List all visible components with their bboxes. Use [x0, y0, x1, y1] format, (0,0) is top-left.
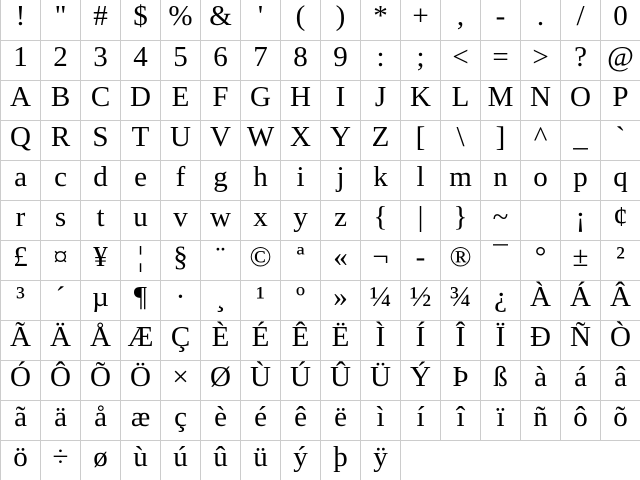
glyph-cell[interactable]: ú	[161, 440, 201, 480]
glyph-cell[interactable]: ä	[41, 400, 81, 440]
glyph-cell[interactable]: Û	[321, 360, 361, 400]
glyph-cell[interactable]: }	[441, 200, 481, 240]
glyph-cell[interactable]: 8	[281, 40, 321, 80]
glyph-cell[interactable]: B	[41, 80, 81, 120]
glyph-cell[interactable]: é	[241, 400, 281, 440]
glyph-cell[interactable]: 2	[41, 40, 81, 80]
glyph-cell[interactable]: s	[41, 200, 81, 240]
glyph-cell[interactable]: =	[481, 40, 521, 80]
glyph-cell[interactable]: >	[521, 40, 561, 80]
glyph-cell[interactable]: ¼	[361, 280, 401, 320]
glyph-cell[interactable]: Ö	[121, 360, 161, 400]
glyph-cell[interactable]: µ	[81, 280, 121, 320]
glyph-cell[interactable]: þ	[321, 440, 361, 480]
glyph-cell[interactable]: À	[521, 280, 561, 320]
glyph-cell[interactable]: ¸	[201, 280, 241, 320]
grid-row	[1, 240, 640, 280]
glyph-cell[interactable]: ì	[361, 400, 401, 440]
glyph-cell[interactable]: ñ	[521, 400, 561, 440]
glyph-cell[interactable]: §	[161, 240, 201, 280]
glyph-cell[interactable]: j	[321, 160, 361, 200]
glyph-cell[interactable]: ¬	[361, 240, 401, 280]
glyph-cell[interactable]: G	[241, 80, 281, 120]
empty-glyph-cell[interactable]	[521, 200, 561, 240]
glyph-cell[interactable]: [	[401, 120, 441, 160]
glyph-cell[interactable]: )	[321, 0, 361, 40]
glyph-cell[interactable]: É	[241, 320, 281, 360]
glyph-cell[interactable]: &	[201, 0, 241, 40]
glyph-cell[interactable]: ß	[481, 360, 521, 400]
glyph-cell[interactable]: Ç	[161, 320, 201, 360]
glyph-cell[interactable]: 0	[601, 0, 640, 40]
glyph-cell[interactable]: 6	[201, 40, 241, 80]
glyph-cell[interactable]: ü	[241, 440, 281, 480]
glyph-cell[interactable]: Ì	[361, 320, 401, 360]
glyph-cell[interactable]: Ú	[281, 360, 321, 400]
glyph-cell[interactable]: Ð	[521, 320, 561, 360]
glyph-cell[interactable]: Â	[601, 280, 640, 320]
glyph-cell[interactable]: p	[561, 160, 601, 200]
grid-void	[401, 440, 640, 480]
glyph-cell[interactable]: Å	[81, 320, 121, 360]
glyph-cell[interactable]: Í	[401, 320, 441, 360]
glyph-cell[interactable]: ©	[241, 240, 281, 280]
grid-row	[1, 400, 640, 440]
glyph-cell[interactable]: û	[201, 440, 241, 480]
glyph-cell[interactable]: n	[481, 160, 521, 200]
glyph-cell[interactable]: 4	[121, 40, 161, 80]
glyph-cell[interactable]: ¨	[201, 240, 241, 280]
glyph-cell[interactable]: Þ	[441, 360, 481, 400]
glyph-cell[interactable]: ?	[561, 40, 601, 80]
glyph-cell[interactable]: ¿	[481, 280, 521, 320]
glyph-cell[interactable]: u	[121, 200, 161, 240]
glyph-cell[interactable]: (	[281, 0, 321, 40]
grid-row	[1, 280, 640, 320]
glyph-cell[interactable]: `	[601, 120, 640, 160]
glyph-cell[interactable]: $	[121, 0, 161, 40]
glyph-cell[interactable]: ª	[281, 240, 321, 280]
glyph-cell[interactable]: ®	[441, 240, 481, 280]
glyph-cell[interactable]: è	[201, 400, 241, 440]
glyph-cell[interactable]: ¢	[601, 200, 640, 240]
glyph-cell[interactable]: r	[1, 200, 41, 240]
glyph-cell[interactable]: z	[321, 200, 361, 240]
glyph-cell[interactable]: £	[1, 240, 41, 280]
glyph-cell[interactable]: ¯	[481, 240, 521, 280]
glyph-cell[interactable]: Ü	[361, 360, 401, 400]
grid-row	[1, 360, 640, 400]
glyph-cell[interactable]: |	[401, 200, 441, 240]
glyph-cell[interactable]: D	[121, 80, 161, 120]
glyph-cell[interactable]: Ï	[481, 320, 521, 360]
glyph-cell[interactable]: Ò	[601, 320, 640, 360]
glyph-cell[interactable]: Ñ	[561, 320, 601, 360]
glyph-cell[interactable]: ¾	[441, 280, 481, 320]
glyph-cell[interactable]: T	[121, 120, 161, 160]
glyph-cell[interactable]: :	[361, 40, 401, 80]
glyph-cell[interactable]: Î	[441, 320, 481, 360]
glyph-cell[interactable]: «	[321, 240, 361, 280]
glyph-cell[interactable]: ï	[481, 400, 521, 440]
glyph-cell[interactable]: #	[81, 0, 121, 40]
glyph-cell[interactable]: f	[161, 160, 201, 200]
glyph-cell[interactable]: ¥	[81, 240, 121, 280]
glyph-cell[interactable]: q	[601, 160, 640, 200]
glyph-cell[interactable]: C	[81, 80, 121, 120]
glyph-cell[interactable]: A	[1, 80, 41, 120]
glyph-cell[interactable]: Ä	[41, 320, 81, 360]
glyph-cell[interactable]: ^	[521, 120, 561, 160]
glyph-cell[interactable]: È	[201, 320, 241, 360]
glyph-cell[interactable]: o	[521, 160, 561, 200]
glyph-cell[interactable]: v	[161, 200, 201, 240]
glyph-cell[interactable]: ö	[1, 440, 41, 480]
glyph-cell[interactable]: º	[281, 280, 321, 320]
glyph-cell[interactable]: h	[241, 160, 281, 200]
glyph-cell[interactable]: t	[81, 200, 121, 240]
glyph-cell[interactable]: Æ	[121, 320, 161, 360]
glyph-cell[interactable]: Ù	[241, 360, 281, 400]
glyph-cell[interactable]: Ë	[321, 320, 361, 360]
glyph-cell[interactable]: k	[361, 160, 401, 200]
glyph-cell[interactable]: I	[321, 80, 361, 120]
glyph-cell[interactable]: V	[201, 120, 241, 160]
grid-row	[1, 40, 640, 80]
glyph-cell[interactable]: Ê	[281, 320, 321, 360]
glyph-cell[interactable]: ç	[161, 400, 201, 440]
glyph-cell[interactable]: ;	[401, 40, 441, 80]
glyph-cell[interactable]: Q	[1, 120, 41, 160]
grid-row	[1, 200, 640, 240]
glyph-cell[interactable]: \	[441, 120, 481, 160]
glyph-cell[interactable]: ±	[561, 240, 601, 280]
glyph-cell[interactable]: l	[401, 160, 441, 200]
glyph-cell[interactable]: d	[81, 160, 121, 200]
glyph-cell[interactable]: ÷	[41, 440, 81, 480]
glyph-cell[interactable]: â	[601, 360, 640, 400]
glyph-cell[interactable]: {	[361, 200, 401, 240]
glyph-cell[interactable]: ¦	[121, 240, 161, 280]
grid-row	[1, 0, 640, 40]
glyph-cell[interactable]: 1	[1, 40, 41, 80]
glyph-cell[interactable]: à	[521, 360, 561, 400]
glyph-cell[interactable]: X	[281, 120, 321, 160]
glyph-cell[interactable]: %	[161, 0, 201, 40]
glyph-cell[interactable]: ·	[161, 280, 201, 320]
glyph-cell[interactable]: ý	[281, 440, 321, 480]
glyph-cell[interactable]: !	[1, 0, 41, 40]
glyph-cell[interactable]: ¹	[241, 280, 281, 320]
glyph-cell[interactable]: -	[481, 0, 521, 40]
glyph-cell[interactable]: ¡	[561, 200, 601, 240]
grid-row	[1, 320, 640, 360]
glyph-cell[interactable]: _	[561, 120, 601, 160]
glyph-cell[interactable]: Ý	[401, 360, 441, 400]
glyph-cell[interactable]: e	[121, 160, 161, 200]
glyph-cell[interactable]: m	[441, 160, 481, 200]
grid-row	[1, 440, 640, 480]
glyph-cell[interactable]: *	[361, 0, 401, 40]
glyph-cell[interactable]: ã	[1, 400, 41, 440]
grid-row	[1, 80, 640, 120]
glyph-cell[interactable]: -	[401, 240, 441, 280]
glyph-cell[interactable]: W	[241, 120, 281, 160]
grid-row	[1, 160, 640, 200]
grid-row	[1, 120, 640, 160]
glyph-cell[interactable]: a	[1, 160, 41, 200]
glyph-cell[interactable]: y	[281, 200, 321, 240]
glyph-cell[interactable]: ²	[601, 240, 640, 280]
glyph-cell[interactable]: x	[241, 200, 281, 240]
glyph-cell[interactable]: ô	[561, 400, 601, 440]
glyph-cell[interactable]: 7	[241, 40, 281, 80]
glyph-cell[interactable]: ÿ	[361, 440, 401, 480]
glyph-cell[interactable]: ×	[161, 360, 201, 400]
glyph-cell[interactable]: °	[521, 240, 561, 280]
glyph-cell[interactable]: F	[201, 80, 241, 120]
glyph-cell[interactable]: å	[81, 400, 121, 440]
glyph-cell[interactable]: w	[201, 200, 241, 240]
glyph-cell[interactable]: Ó	[1, 360, 41, 400]
glyph-cell[interactable]: á	[561, 360, 601, 400]
glyph-cell[interactable]: 9	[321, 40, 361, 80]
glyph-cell[interactable]: ë	[321, 400, 361, 440]
glyph-cell[interactable]: "	[41, 0, 81, 40]
character-grid-body	[1, 0, 640, 480]
glyph-cell[interactable]: ³	[1, 280, 41, 320]
glyph-cell[interactable]: Y	[321, 120, 361, 160]
glyph-cell[interactable]: õ	[601, 400, 640, 440]
glyph-cell[interactable]: 5	[161, 40, 201, 80]
glyph-cell[interactable]: ´	[41, 280, 81, 320]
glyph-cell[interactable]: ~	[481, 200, 521, 240]
glyph-cell[interactable]: Á	[561, 280, 601, 320]
glyph-cell[interactable]: Z	[361, 120, 401, 160]
glyph-cell[interactable]: Ô	[41, 360, 81, 400]
glyph-cell[interactable]: ¶	[121, 280, 161, 320]
glyph-cell[interactable]: ¤	[41, 240, 81, 280]
glyph-cell[interactable]: »	[321, 280, 361, 320]
glyph-cell[interactable]: N	[521, 80, 561, 120]
glyph-cell[interactable]: .	[521, 0, 561, 40]
glyph-cell[interactable]: í	[401, 400, 441, 440]
glyph-cell[interactable]: ù	[121, 440, 161, 480]
glyph-cell[interactable]: ,	[441, 0, 481, 40]
glyph-cell[interactable]: ]	[481, 120, 521, 160]
glyph-cell[interactable]: H	[281, 80, 321, 120]
glyph-cell[interactable]: c	[41, 160, 81, 200]
glyph-cell[interactable]: Ã	[1, 320, 41, 360]
glyph-cell[interactable]: +	[401, 0, 441, 40]
glyph-cell[interactable]: î	[441, 400, 481, 440]
glyph-cell[interactable]: 3	[81, 40, 121, 80]
glyph-cell[interactable]: K	[401, 80, 441, 120]
glyph-cell[interactable]: ½	[401, 280, 441, 320]
glyph-cell[interactable]: Ø	[201, 360, 241, 400]
glyph-cell[interactable]: æ	[121, 400, 161, 440]
glyph-cell[interactable]: <	[441, 40, 481, 80]
glyph-cell[interactable]: U	[161, 120, 201, 160]
glyph-cell[interactable]: S	[81, 120, 121, 160]
glyph-cell[interactable]: M	[481, 80, 521, 120]
glyph-cell[interactable]: /	[561, 0, 601, 40]
glyph-cell[interactable]: E	[161, 80, 201, 120]
glyph-cell[interactable]: P	[601, 80, 640, 120]
glyph-cell[interactable]: L	[441, 80, 481, 120]
glyph-cell[interactable]: '	[241, 0, 281, 40]
glyph-cell[interactable]: Õ	[81, 360, 121, 400]
glyph-cell[interactable]: J	[361, 80, 401, 120]
glyph-cell[interactable]: R	[41, 120, 81, 160]
glyph-cell[interactable]: O	[561, 80, 601, 120]
glyph-cell[interactable]: g	[201, 160, 241, 200]
glyph-cell[interactable]: @	[601, 40, 640, 80]
glyph-cell[interactable]: i	[281, 160, 321, 200]
glyph-cell[interactable]: ê	[281, 400, 321, 440]
glyph-cell[interactable]: ø	[81, 440, 121, 480]
